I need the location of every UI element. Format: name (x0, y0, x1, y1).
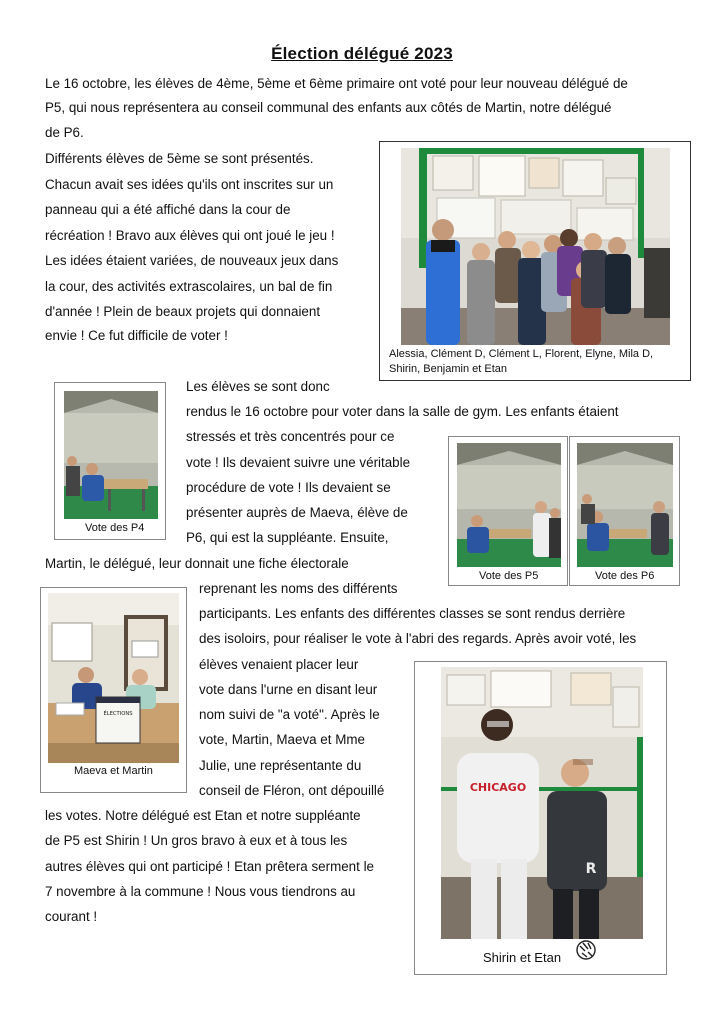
text-line: vote dans l'urne en disant leur (199, 682, 378, 697)
text-line: 7 novembre à la commune ! Nous vous tiendrons au (45, 884, 356, 899)
group-photo-frame (379, 141, 691, 381)
text-line: de P5 est Shirin ! Un gros bravo à eux et à tous les (45, 833, 348, 848)
p4-photo-frame (54, 382, 166, 540)
text-line: envie ! Ce fut difficile de voter ! (45, 328, 228, 343)
shirin-etan-caption: Shirin et Etan (483, 950, 562, 965)
ballot-box-label: ÉLECTIONS (103, 711, 133, 717)
text-line: rendus le 16 octobre pour voter dans la salle de gym. Les enfants étaient (186, 404, 619, 419)
text-line: élèves venaient placer leur (199, 657, 359, 672)
maeva-martin-photo (48, 593, 179, 763)
text-line: Martin, le délégué, leur donnait une fiche électorale (45, 556, 349, 571)
p4-photo (64, 391, 158, 519)
shirin-etan-photo-frame (414, 661, 667, 975)
shirt-text: CHICAGO (469, 781, 527, 794)
text-line: Différents élèves de 5ème se sont présentés. (45, 151, 314, 166)
jacket-letter: R (585, 861, 597, 877)
p5-photo-caption: Vote des P5 (479, 570, 539, 582)
group-photo (401, 148, 670, 345)
text-line: courant ! (45, 909, 98, 924)
text-line: vote, Martin, Maeva et Mme (199, 732, 365, 747)
text-line: Julie, une représentante du (199, 758, 362, 773)
text-line: autres élèves qui ont participé ! Etan prêtera serment le (45, 859, 374, 874)
group-photo-caption-line2: Shirin, Benjamin et Etan (389, 363, 508, 375)
p6-photo (577, 443, 673, 567)
text-line: les votes. Notre délégué est Etan et notre suppléante (45, 808, 361, 823)
p6-photo-frame (569, 436, 680, 586)
text-line: reprenant les noms des différents (199, 581, 398, 596)
group-photo-caption-line1: Alessia, Clément D, Clément L, Florent, Elyne, Mila D, (389, 348, 654, 360)
text-line: d'année ! Plein de beaux projets qui donnaient (45, 304, 321, 319)
text-line: P6, qui est la suppléante. Ensuite, (186, 530, 389, 545)
text-line: Le 16 octobre, les élèves de 4ème, 5ème et 6ème primaire ont voté pour leur nouveau délégué de (45, 76, 628, 91)
text-line: Chacun avait ses idées qu'ils ont inscrites sur un (45, 177, 334, 192)
text-line: Les élèves se sont donc (186, 379, 330, 394)
hands-doodle-icon (573, 937, 599, 963)
text-line: la cour, des activités extrascolaires, un bal de fin (45, 279, 333, 294)
maeva-martin-photo-frame (40, 587, 187, 793)
text-line: stressés et très concentrés pour ce (186, 429, 395, 444)
text-line: de P6. (45, 125, 84, 140)
text-line: conseil de Fléron, ont dépouillé (199, 783, 385, 798)
text-line: présenter auprès de Maeva, élève de (186, 505, 408, 520)
text-line: P5, qui nous représentera au conseil communal des enfants aux côtés de Martin, notre délégué (45, 100, 612, 115)
text-line: vote ! Ils devaient suivre une véritable (186, 455, 411, 470)
text-line: nom suivi de "a voté". Après le (199, 707, 380, 722)
maeva-martin-caption: Maeva et Martin (74, 765, 153, 777)
shirin-etan-photo (441, 667, 643, 939)
page-title: Élection délégué 2023 (271, 44, 453, 63)
p5-photo-frame (448, 436, 568, 586)
text-line: panneau qui a été affiché dans la cour de (45, 202, 291, 217)
text-line: des isoloirs, pour réaliser le vote à l'abri des regards. Après avoir voté, les (199, 631, 637, 646)
text-line: procédure de vote ! Ils devaient se (186, 480, 391, 495)
p5-photo (457, 443, 561, 567)
p4-photo-caption: Vote des P4 (85, 522, 145, 534)
text-line: Les idées étaient variées, de nouveaux jeux dans (45, 253, 339, 268)
text-line: récréation ! Bravo aux élèves qui ont joué le jeu ! (45, 228, 335, 243)
text-line: participants. Les enfants des différentes classes se sont rendus derrière (199, 606, 626, 621)
p6-photo-caption: Vote des P6 (595, 570, 655, 582)
